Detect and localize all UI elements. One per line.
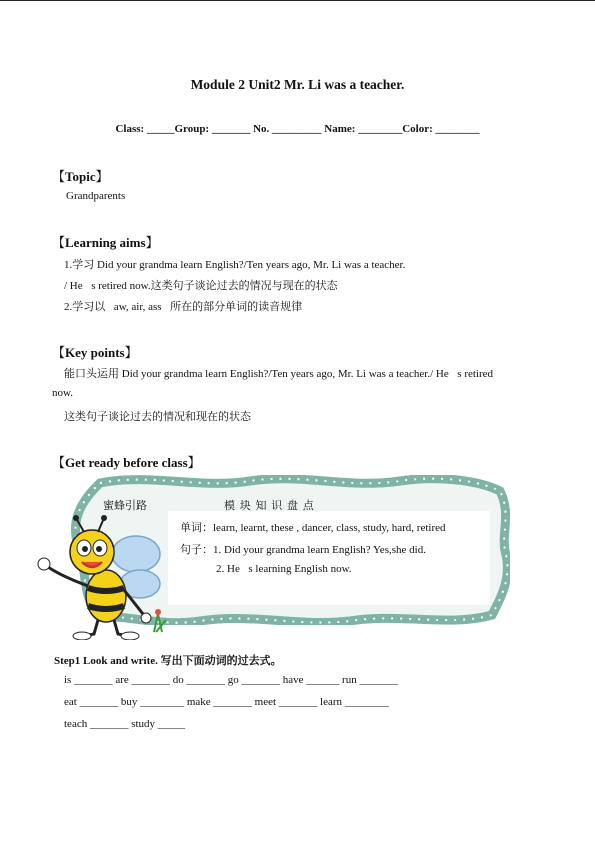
words-list: learn, learnt, these , dancer, class, study, hard, retired [213, 522, 446, 534]
step1-row-1: is _______ are _______ do _______ go _______ have ______ run _______ [64, 674, 398, 686]
words-row [180, 519, 446, 535]
page-top-rule [0, 0, 595, 1]
topic-content: Grandparents [66, 190, 126, 202]
step1-row-3: teach _______ study _____ [64, 718, 186, 730]
get-ready-heading: 【Get ready before class】 [52, 455, 201, 470]
sentences-label: 句子： [180, 544, 213, 556]
aims-line-3: 2.学习以 aw, air, ass 所在的部分单词的读音规律 [64, 301, 303, 313]
key-points-line-1: 能口头运用 Did your grandma learn English?/Ten years ago, Mr. Li was a teacher./ He s retired [64, 368, 494, 380]
sentences-row [180, 541, 426, 557]
knowledge-box-title: 模 块 知 识 盘 点 [224, 500, 315, 512]
sentence-2: 2. He s learning English now. [216, 563, 352, 575]
bee-guide-label: 蜜蜂引路 [103, 500, 147, 512]
bee-mascot-illustration [36, 514, 176, 640]
words-label: 单词： [180, 522, 213, 534]
sentence-1: 1. Did your grandma learn English? Yes,she did. [213, 544, 426, 556]
step1-heading: Step1 Look and write. 写出下面动词的过去式。 [54, 655, 282, 667]
topic-heading: 【Topic】 [52, 169, 109, 184]
learning-aims-heading: 【Learning aims】 [52, 235, 159, 250]
key-points-heading: 【Key points】 [52, 345, 138, 360]
step1-row-2: eat _______ buy ________ make _______ meet _______ learn ________ [64, 696, 389, 708]
aims-line-1: 1.学习 Did your grandma learn English?/Ten years ago, Mr. Li was a teacher. [64, 259, 406, 271]
key-points-line-3: 这类句子谈论过去的情况和现在的状态 [64, 411, 251, 423]
student-info-line: Class: _____Group: _______ No. _________ Name: ________Color: ________ [115, 123, 480, 135]
page-title: Module 2 Unit2 Mr. Li was a teacher. [190, 77, 405, 92]
aims-line-2: / He s retired now.这类句子谈论过去的情况与现在的状态 [64, 280, 338, 292]
key-points-line-2: now. [52, 387, 73, 399]
